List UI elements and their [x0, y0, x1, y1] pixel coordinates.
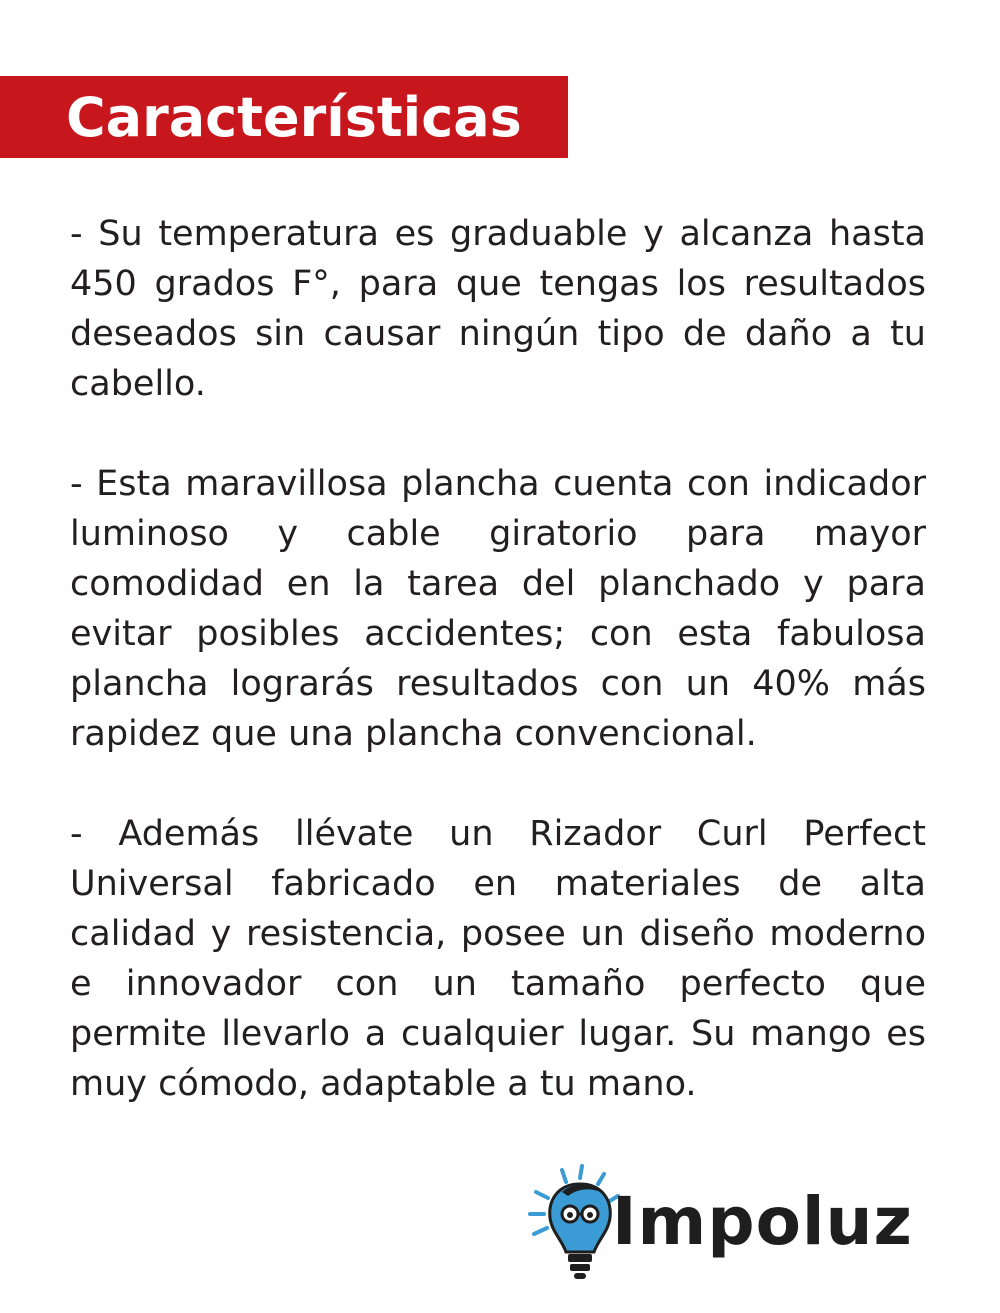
- feature-paragraph-temperature: - Su temperatura es graduable y alcanza hasta 450 grados F°, para que tengas los resultados deseados sin causar ningún tipo de daño a tu cabello.: [70, 214, 926, 404]
- brand-name: Impoluz: [612, 1183, 913, 1260]
- features-body: [70, 209, 926, 1109]
- page-title: Características: [66, 86, 522, 149]
- feature-paragraph-indicator: - Esta maravillosa plancha cuenta con indicador luminoso y cable giratorio para mayor comodidad en la tarea del planchado y para evitar posibles accidentes; con esta fabulosa plancha lograrás resultados con un 40% más rapidez que una plancha convencional.: [70, 464, 926, 754]
- brand-logo: [522, 1162, 922, 1282]
- feature-paragraph-curler: - Además llévate un Rizador Curl Perfect Universal fabricado en materiales de alta calidad y resistencia, posee un diseño moderno e innovador con un tamaño perfecto que permite llevarlo a cualquier lugar. Su mango es muy cómodo, adaptable a tu mano.: [70, 814, 926, 1104]
